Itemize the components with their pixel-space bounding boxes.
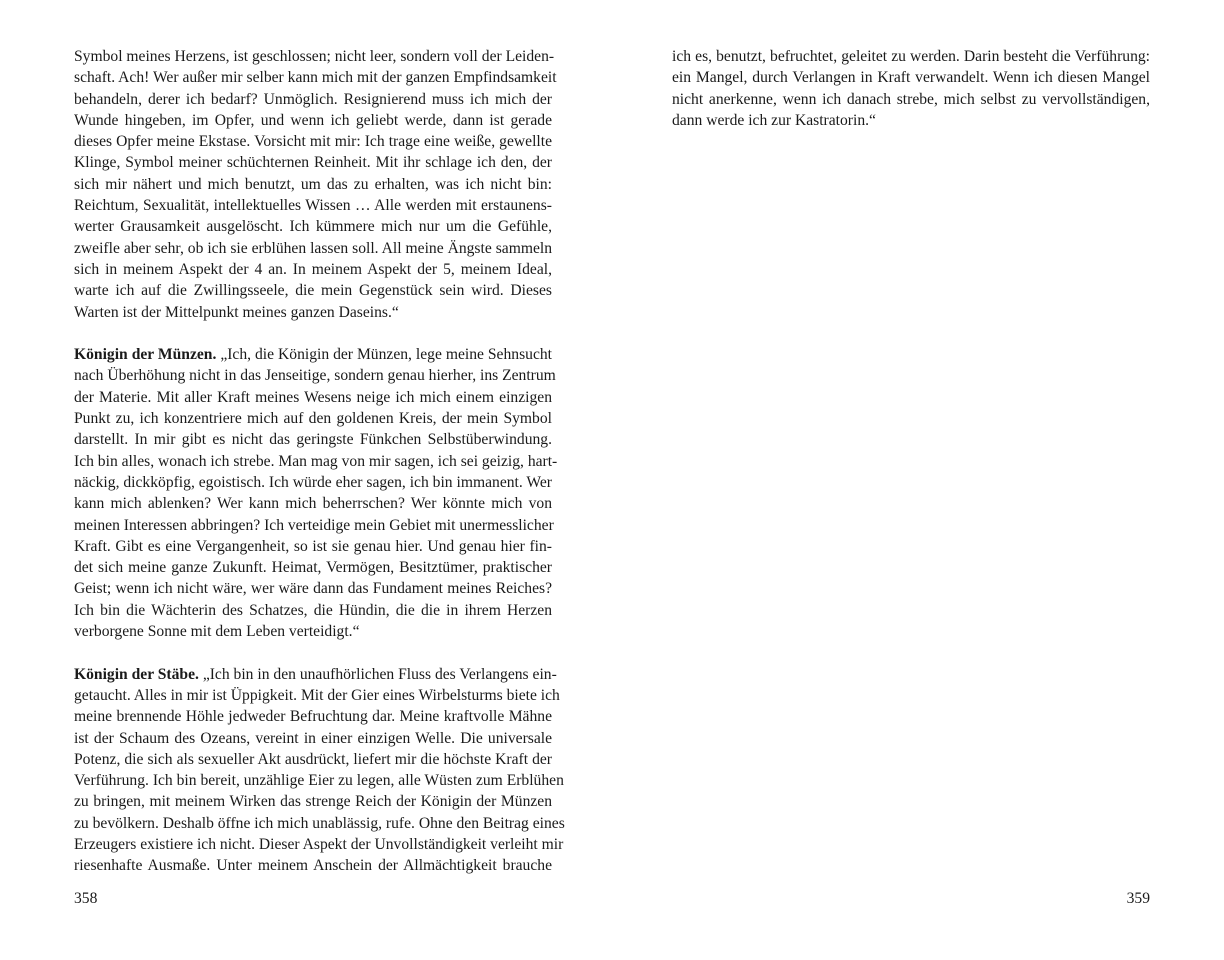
text-line: Klinge, Symbol meiner schüchternen Reinheit. Mit ihr schlage ich den, der: [74, 154, 552, 172]
text-line: ein Mangel, durch Verlangen in Kraft verwandelt. Wenn ich diesen Mangel: [672, 69, 1150, 87]
text-line: Erzeugers existiere ich nicht. Dieser Aspekt der Unvollständigkeit verleiht mir: [74, 835, 564, 853]
paragraph-page-of-swords-end: [74, 46, 557, 323]
text-line: meinen Interessen abbringen? Ich verteidige mein Gebiet mit unermesslicher: [74, 516, 554, 534]
text-line: dann werde ich zur Kastratorin.“: [672, 111, 876, 129]
text-line: zweifle aber sehr, ob ich sie erblühen lassen soll. All meine Ängste sammeln: [74, 239, 552, 257]
text-line: ich es, benutzt, befruchtet, geleitet zu werden. Darin besteht die Verführung:: [672, 48, 1150, 65]
text-line: behandeln, derer ich bedarf? Unmöglich. Resignierend muss ich mich der: [74, 90, 552, 108]
page-number-left: 358: [74, 890, 98, 907]
text-line: werter Grausamkeit ausgelöscht. Ich kümmere mich nur um die Gefühle,: [74, 218, 552, 236]
text-line: Punkt zu, ich konzentriere mich auf den goldenen Kreis, der mein Symbol: [74, 410, 552, 428]
text-line: warte ich auf die Zwillingsseele, die mein Gegenstück sein wird. Dieses: [74, 282, 552, 300]
text-line: sich mir nähert und mich benutzt, um das zu erhalten, was ich nicht bin:: [74, 175, 552, 193]
page-number-right: 359: [1126, 890, 1150, 907]
paragraph-queen-of-wands-continued: [672, 46, 1150, 131]
paragraph-gap: [74, 642, 552, 663]
text-line: sich in meinem Aspekt der 4 an. In meinem Aspekt der 5, meinem Ideal,: [74, 260, 552, 278]
text-line: Potenz, die sich als sexueller Akt ausdrückt, liefert mir die höchste Kraft der: [74, 750, 552, 768]
text-line: kann mich ablenken? Wer kann mich beherrschen? Wer könnte mich von: [74, 495, 552, 513]
text-line: ist der Schaum des Ozeans, vereint in einer einzigen Welle. Die universale: [74, 729, 552, 747]
section-heading-queen-of-coins: Königin der Münzen.: [74, 346, 217, 364]
text-run: „Ich, die Königin der Münzen, lege meine Sehnsucht: [216, 346, 552, 364]
paragraph-gap: [74, 323, 552, 344]
text-line: [74, 344, 552, 365]
text-line: Symbol meines Herzens, ist geschlossen; nicht leer, sondern voll der Leiden-: [74, 48, 555, 65]
text-line: Ich bin alles, wonach ich strebe. Man mag von mir sagen, ich sei geizig, hart-: [74, 452, 558, 470]
text-line: Kraft. Gibt es eine Vergangenheit, so ist sie genau hier. Und genau hier fin-: [74, 537, 552, 555]
text-line: nach Überhöhung nicht in das Jenseitige, sondern genau hierher, ins Zentrum: [74, 367, 556, 385]
text-line: Ich bin die Wächterin des Schatzes, die Hündin, die die in ihrem Herzen: [74, 601, 552, 619]
left-page-text: [74, 46, 565, 877]
right-page-text: [672, 46, 1150, 131]
text-line: verborgene Sonne mit dem Leben verteidigt.“: [74, 623, 360, 641]
text-line: det sich meine ganze Zukunft. Heimat, Vermögen, Besitztümer, praktischer: [74, 559, 552, 577]
text-line: näckig, dickköpfig, egoistisch. Ich würde eher sagen, ich bin immanent. Wer: [74, 473, 552, 491]
text-line: nicht anerkenne, wenn ich danach strebe, mich selbst zu vervollständigen,: [672, 90, 1150, 108]
section-heading-queen-of-wands: Königin der Stäbe.: [74, 665, 199, 683]
right-page: [612, 0, 1224, 960]
text-line: Wunde hingeben, im Opfer, und wenn ich geliebt werde, dann ist gerade: [74, 111, 552, 129]
text-line: Verführung. Ich bin bereit, unzählige Eier zu legen, alle Wüsten zum Erblühen: [74, 772, 564, 790]
text-line: darstellt. In mir gibt es nicht das geringste Fünkchen Selbstüberwindung.: [74, 431, 552, 449]
text-line: der Materie. Mit aller Kraft meines Wesens neige ich mich einem einzigen: [74, 388, 552, 406]
text-line: Reichtum, Sexualität, intellektuelles Wissen … Alle werden mit erstaunens-: [74, 197, 552, 215]
text-line: getaucht. Alles in mir ist Üppigkeit. Mit der Gier eines Wirbelsturms biete ich: [74, 686, 560, 704]
text-line: zu bevölkern. Deshalb öffne ich mich unablässig, rufe. Ohne den Beitrag eines: [74, 814, 565, 832]
text-line: Geist; wenn ich nicht wäre, wer wäre dann das Fundament meines Reiches?: [74, 580, 552, 598]
paragraph-queen-of-wands: [74, 664, 565, 877]
text-line: schaft. Ach! Wer außer mir selber kann mich mit der ganzen Empfindsamkeit: [74, 69, 557, 87]
text-line: riesenhafte Ausmaße. Unter meinem Anschein der Allmächtigkeit brauche: [74, 857, 552, 875]
text-line: meine brennende Höhle jedweder Befruchtung dar. Meine kraftvolle Mähne: [74, 708, 552, 726]
text-line: dieses Opfer meine Ekstase. Vorsicht mit mir: Ich trage eine weiße, gewellte: [74, 133, 552, 151]
text-line: zu bringen, mit meinem Wirken das strenge Reich der Königin der Münzen: [74, 793, 552, 811]
text-line: Warten ist der Mittelpunkt meines ganzen Daseins.“: [74, 303, 399, 321]
paragraph-queen-of-coins: [74, 344, 558, 642]
text-line: [74, 664, 557, 685]
text-run: „Ich bin in den unaufhörlichen Fluss des Verlangens ein-: [198, 665, 557, 683]
